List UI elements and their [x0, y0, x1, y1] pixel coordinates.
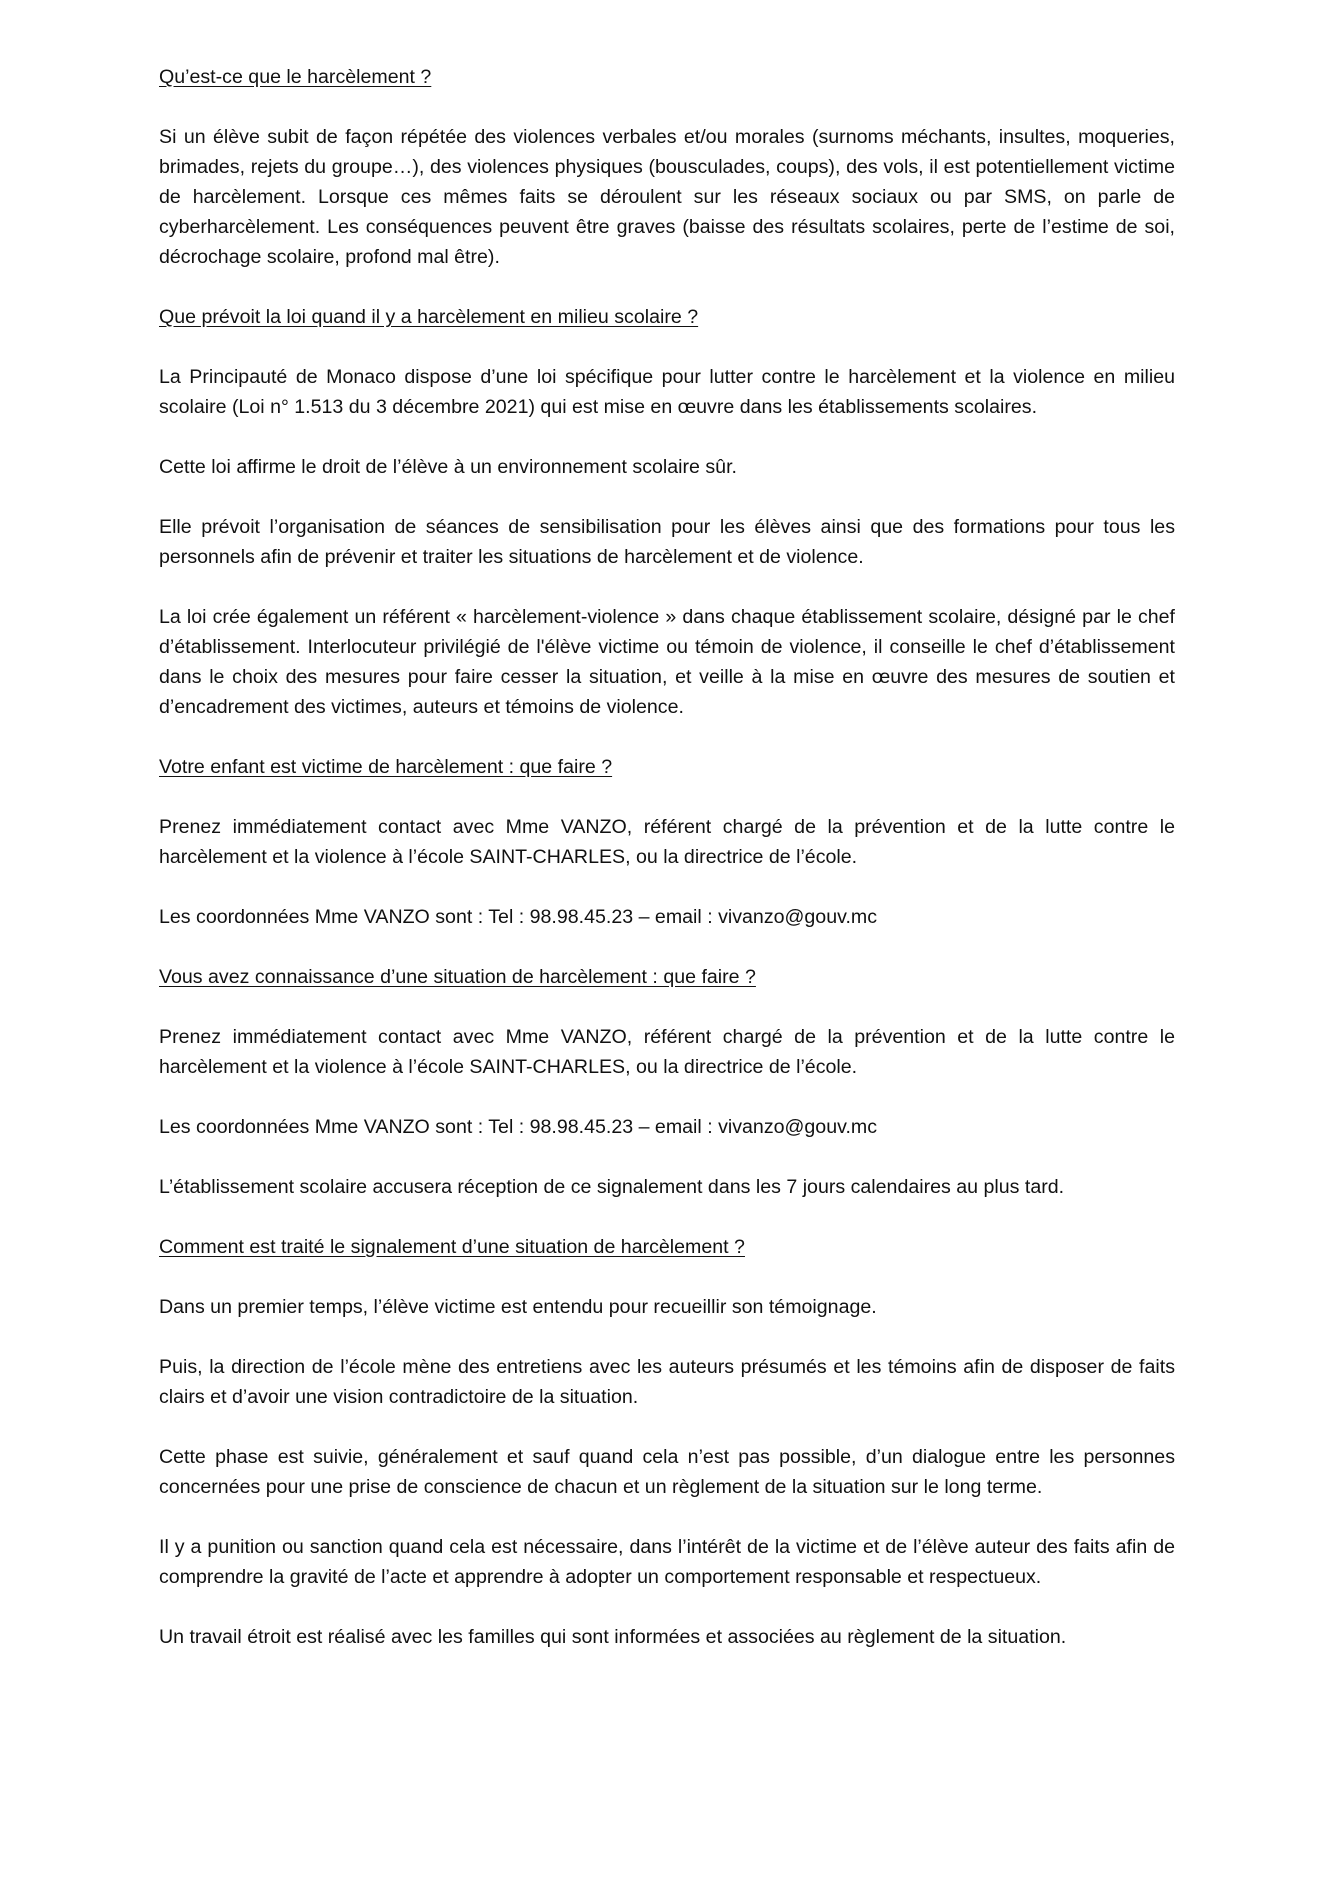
paragraph-interviews: Puis, la direction de l’école mène des entretiens avec les auteurs présumés et les témoins afin de disposer de faits clairs et d’avoir une vision contradictoire de la situation. — [159, 1356, 1175, 1408]
section-heading-law: Que prévoit la loi quand il y a harcèlement en milieu scolaire ? — [159, 306, 699, 328]
section-heading-report-handling: Comment est traité le signalement d’une situation de harcèlement ? — [159, 1236, 745, 1258]
paragraph-contact-referent-victim: Prenez immédiatement contact avec Mme VANZO, référent chargé de la prévention et de la lutte contre le harcèlement et la violence à l’école SAINT-CHARLES, ou la directrice de l’école. — [159, 816, 1175, 868]
paragraph-acknowledgement-delay: L’établissement scolaire accusera réception de ce signalement dans les 7 jours calendaires au plus tard. — [159, 1176, 1065, 1198]
paragraph-families: Un travail étroit est réalisé avec les familles qui sont informées et associées au règlement de la situation. — [159, 1626, 1067, 1648]
paragraph-victim-heard: Dans un premier temps, l’élève victime est entendu pour recueillir son témoignage. — [159, 1296, 877, 1318]
paragraph-awareness-sessions: Elle prévoit l’organisation de séances de sensibilisation pour les élèves ainsi que des formations pour tous les personnels afin de prévenir et traiter les situations de harcèlement et de violence. — [159, 516, 1175, 568]
paragraph-sanction: Il y a punition ou sanction quand cela est nécessaire, dans l’intérêt de la victime et de l’élève auteur des faits afin de comprendre la gravité de l’acte et apprendre à adopter un comportement responsable et respectueux. — [159, 1536, 1175, 1588]
paragraph-monaco-law: La Principauté de Monaco dispose d’une loi spécifique pour lutter contre le harcèlement et la violence en milieu scolaire (Loi n° 1.513 du 3 décembre 2021) qui est mise en œuvre dans les établissements scolaires. — [159, 366, 1175, 418]
paragraph-contact-details-witness: Les coordonnées Mme VANZO sont : Tel : 98.98.45.23 – email : vivanzo@gouv.mc — [159, 1116, 878, 1138]
section-heading-what-is-harassment: Qu’est-ce que le harcèlement ? — [159, 66, 432, 88]
paragraph-referent: La loi crée également un référent « harcèlement-violence » dans chaque établissement scolaire, désigné par le chef d’établissement. Interlocuteur privilégié de l'élève victime ou témoin de violence, il conseille le chef d’établissement dans le choix des mesures pour faire cesser la situation, et veille à la mise en œuvre des mesures de soutien et d’encadrement des victimes, auteurs et témoins de violence. — [159, 606, 1175, 718]
section-heading-child-victim: Votre enfant est victime de harcèlement : que faire ? — [159, 756, 613, 778]
paragraph-dialogue: Cette phase est suivie, généralement et sauf quand cela n’est pas possible, d’un dialogue entre les personnes concernées pour une prise de conscience de chacun et un règlement de la situation sur le long terme. — [159, 1446, 1175, 1498]
document-page — [159, 62, 1175, 1652]
paragraph-definition: Si un élève subit de façon répétée des violences verbales et/ou morales (surnoms méchants, insultes, moqueries, brimades, rejets du groupe…), des violences physiques (bousculades, coups), des vols, il est potentiellement victime de harcèlement. Lorsque ces mêmes faits se déroulent sur les réseaux sociaux ou par SMS, on parle de cyberharcèlement. Les conséquences peuvent être graves (baisse des résultats scolaires, perte de l’estime de soi, décrochage scolaire, profond mal être). — [159, 126, 1175, 268]
section-heading-aware-of-situation: Vous avez connaissance d’une situation de harcèlement : que faire ? — [159, 966, 756, 988]
paragraph-contact-details-victim: Les coordonnées Mme VANZO sont : Tel : 98.98.45.23 – email : vivanzo@gouv.mc — [159, 906, 878, 928]
paragraph-safe-environment: Cette loi affirme le droit de l’élève à un environnement scolaire sûr. — [159, 456, 737, 478]
paragraph-contact-referent-witness: Prenez immédiatement contact avec Mme VANZO, référent chargé de la prévention et de la lutte contre le harcèlement et la violence à l’école SAINT-CHARLES, ou la directrice de l’école. — [159, 1026, 1175, 1078]
